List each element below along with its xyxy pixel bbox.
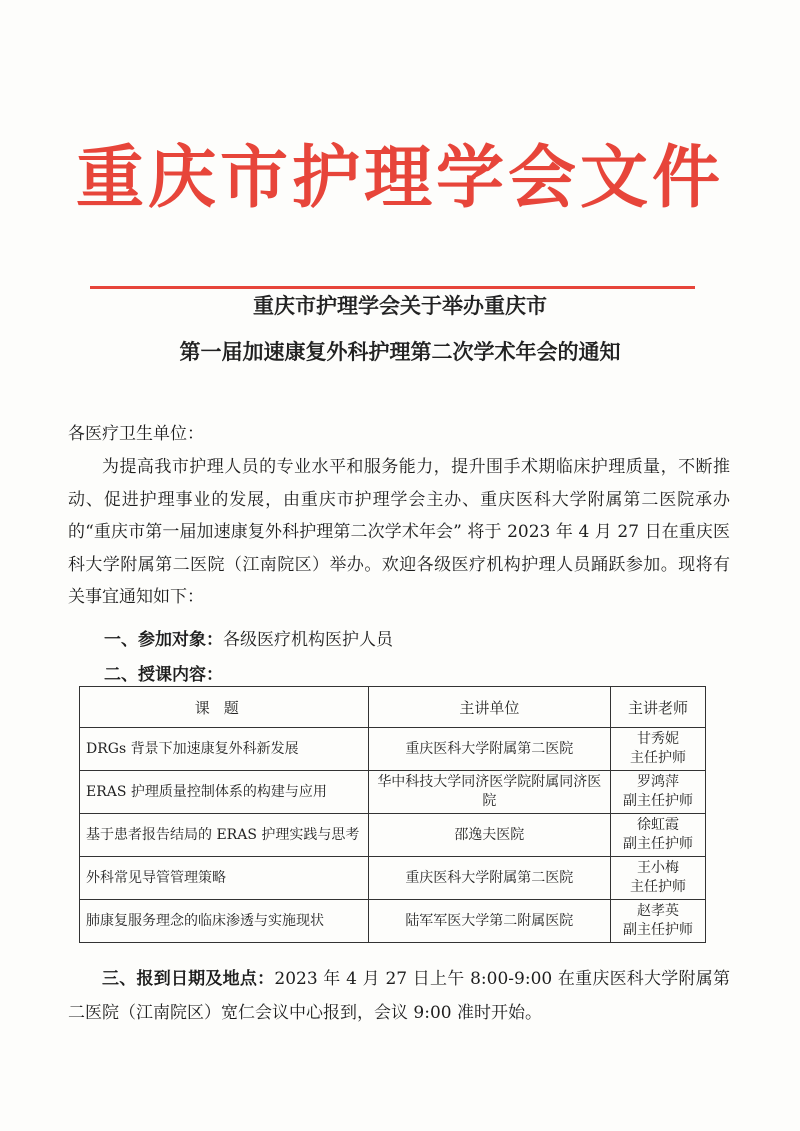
row-topic: DRGs 背景下加速康复外科新发展 — [80, 728, 369, 771]
course-table — [79, 686, 706, 943]
row-teacher — [611, 814, 706, 857]
salutation: 各医疗卫生单位： — [68, 424, 204, 444]
teacher-title: 副主任护师 — [623, 793, 694, 809]
table-row — [80, 728, 706, 771]
masthead-title: 重庆市护理学会文件 — [75, 138, 724, 218]
section-participants-text: 各级医疗机构医护人员 — [223, 630, 393, 650]
row-unit: 华中科技大学同济医学院附属同济医院 — [368, 771, 611, 814]
row-topic: 外科常见导管管理策略 — [80, 857, 369, 900]
header-topic: 课题 — [80, 687, 369, 728]
row-teacher — [611, 900, 706, 943]
section-participants — [104, 625, 393, 655]
notice-title-line-1: 重庆市护理学会关于举办重庆市 — [253, 294, 547, 318]
row-topic: 肺康复服务理念的临床渗透与实施现状 — [80, 900, 369, 943]
row-unit: 陆军军医大学第二附属医院 — [368, 900, 611, 943]
table-row — [80, 900, 706, 943]
row-unit: 重庆医科大学附属第二医院 — [368, 857, 611, 900]
section-registration-text: 2023 年 4 月 27 日上午 8:00-9:00 在重庆医科大学附属第二医院（江南院区）宽仁会议中心报到，会议 9:00 准时开始。 — [68, 969, 730, 1023]
row-topic: 基于患者报告结局的 ERAS 护理实践与思考 — [80, 814, 369, 857]
row-unit: 邵逸夫医院 — [368, 814, 611, 857]
teacher-title: 副主任护师 — [623, 922, 694, 938]
header-teacher: 主讲老师 — [611, 687, 706, 728]
table-row — [80, 857, 706, 900]
teacher-name: 徐虹霞 — [637, 817, 680, 833]
table-row — [80, 771, 706, 814]
section-registration — [68, 962, 730, 1030]
teacher-title: 主任护师 — [630, 879, 687, 895]
intro-paragraph: 为提高我市护理人员的专业水平和服务能力，提升围手术期临床护理质量，不断推动、促进护理事业的发展，由重庆市护理学会主办、重庆医科大学附属第二医院承办的“重庆市第一届加速康复外科护理第二次学术年会” 将于 2023 年 4 月 27 日在重庆医科大学附属第二医院（江南院区）举办。欢迎各级医疗机构护理人员踊跃参加。现将有关事宜通知如下： — [68, 457, 730, 607]
table-header-row — [80, 687, 706, 728]
row-teacher — [611, 771, 706, 814]
section-registration-heading: 三、报到日期及地点： — [102, 969, 275, 989]
row-topic: ERAS 护理质量控制体系的构建与应用 — [80, 771, 369, 814]
teacher-name: 罗鸿萍 — [637, 774, 680, 790]
teacher-name: 甘秀妮 — [637, 731, 680, 747]
row-unit: 重庆医科大学附属第二医院 — [368, 728, 611, 771]
row-teacher — [611, 728, 706, 771]
teacher-title: 副主任护师 — [623, 836, 694, 852]
section-course-heading: 二、授课内容： — [104, 665, 223, 685]
section-participants-heading: 一、参加对象： — [104, 630, 223, 650]
header-unit: 主讲单位 — [368, 687, 611, 728]
notice-title-line-2: 第一届加速康复外科护理第二次学术年会的通知 — [179, 340, 621, 364]
table-row — [80, 814, 706, 857]
teacher-name: 王小梅 — [637, 860, 680, 876]
teacher-name: 赵孝英 — [637, 903, 680, 919]
teacher-title: 主任护师 — [630, 750, 687, 766]
red-divider-line — [90, 286, 695, 289]
row-teacher — [611, 857, 706, 900]
